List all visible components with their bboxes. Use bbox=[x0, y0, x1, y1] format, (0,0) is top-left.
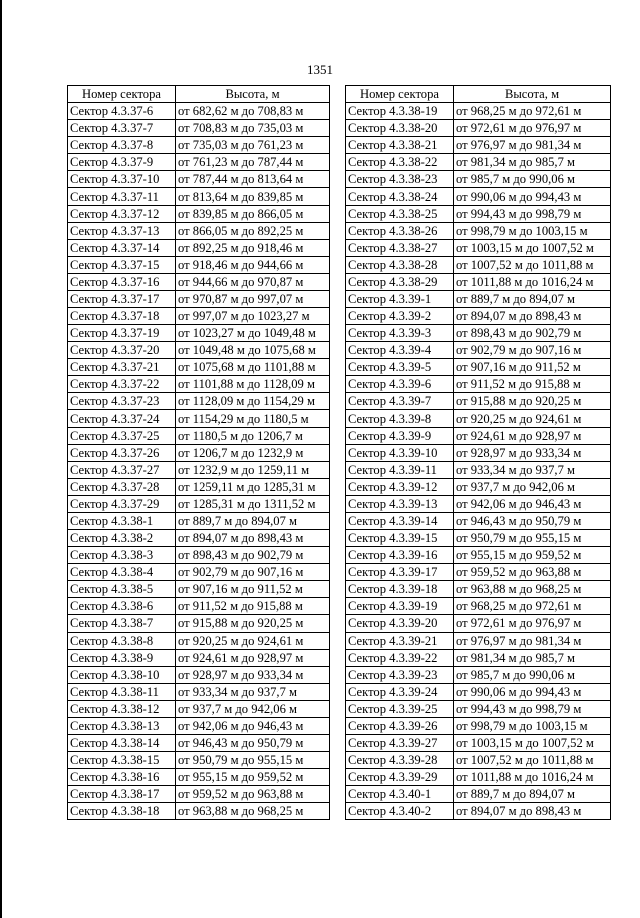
height-range-cell: от 1011,88 м до 1016,24 м bbox=[454, 769, 611, 786]
sector-cell: Сектор 4.3.38-2 bbox=[68, 530, 176, 547]
table-row bbox=[346, 512, 611, 529]
sector-cell: Сектор 4.3.37-8 bbox=[68, 137, 176, 154]
height-range-cell: от 787,44 м до 813,64 м bbox=[176, 171, 330, 188]
table-row bbox=[68, 734, 330, 751]
height-range-cell: от 933,34 м до 937,7 м bbox=[454, 461, 611, 478]
height-range-cell: от 1285,31 м до 1311,52 м bbox=[176, 495, 330, 512]
table-row bbox=[346, 393, 611, 410]
sector-cell: Сектор 4.3.39-22 bbox=[346, 649, 454, 666]
sector-cell: Сектор 4.3.39-23 bbox=[346, 666, 454, 683]
height-range-cell: от 761,23 м до 787,44 м bbox=[176, 154, 330, 171]
height-range-cell: от 985,7 м до 990,06 м bbox=[454, 666, 611, 683]
table-row bbox=[346, 308, 611, 325]
table-row bbox=[68, 769, 330, 786]
table-row bbox=[346, 615, 611, 632]
sector-cell: Сектор 4.3.38-20 bbox=[346, 120, 454, 137]
sector-cell: Сектор 4.3.38-6 bbox=[68, 598, 176, 615]
height-range-cell: от 924,61 м до 928,97 м bbox=[176, 649, 330, 666]
table-row bbox=[68, 700, 330, 717]
table-row bbox=[68, 683, 330, 700]
table-row bbox=[346, 598, 611, 615]
height-range-cell: от 1007,52 м до 1011,88 м bbox=[454, 256, 611, 273]
table-row bbox=[346, 171, 611, 188]
sector-cell: Сектор 4.3.38-7 bbox=[68, 615, 176, 632]
sector-cell: Сектор 4.3.38-5 bbox=[68, 581, 176, 598]
height-range-cell: от 946,43 м до 950,79 м bbox=[176, 734, 330, 751]
height-range-cell: от 889,7 м до 894,07 м bbox=[176, 512, 330, 529]
height-range-cell: от 928,97 м до 933,34 м bbox=[176, 666, 330, 683]
sector-cell: Сектор 4.3.39-27 bbox=[346, 734, 454, 751]
sector-cell: Сектор 4.3.38-14 bbox=[68, 734, 176, 751]
table-row bbox=[68, 461, 330, 478]
sector-cell: Сектор 4.3.38-10 bbox=[68, 666, 176, 683]
sector-cell: Сектор 4.3.40-1 bbox=[346, 786, 454, 803]
height-range-cell: от 994,43 м до 998,79 м bbox=[454, 205, 611, 222]
table-header-row bbox=[68, 86, 330, 103]
height-range-cell: от 1075,68 м до 1101,88 м bbox=[176, 359, 330, 376]
sector-cell: Сектор 4.3.39-5 bbox=[346, 359, 454, 376]
height-range-cell: от 990,06 м до 994,43 м bbox=[454, 683, 611, 700]
sector-cell: Сектор 4.3.37-13 bbox=[68, 222, 176, 239]
table-row bbox=[346, 325, 611, 342]
sector-cell: Сектор 4.3.37-10 bbox=[68, 171, 176, 188]
table-row bbox=[346, 120, 611, 137]
sector-cell: Сектор 4.3.38-21 bbox=[346, 137, 454, 154]
sector-cell: Сектор 4.3.40-2 bbox=[346, 803, 454, 820]
table-row bbox=[346, 666, 611, 683]
table-row bbox=[346, 290, 611, 307]
table-body-right bbox=[346, 103, 611, 820]
height-range-cell: от 950,79 м до 955,15 м bbox=[176, 752, 330, 769]
table-row bbox=[68, 393, 330, 410]
table-row bbox=[68, 427, 330, 444]
table-row bbox=[68, 376, 330, 393]
table-row bbox=[68, 308, 330, 325]
sector-cell: Сектор 4.3.37-11 bbox=[68, 188, 176, 205]
table-row bbox=[346, 427, 611, 444]
sector-cell: Сектор 4.3.38-11 bbox=[68, 683, 176, 700]
height-range-cell: от 898,43 м до 902,79 м bbox=[454, 325, 611, 342]
height-range-cell: от 894,07 м до 898,43 м bbox=[454, 803, 611, 820]
table-row bbox=[68, 752, 330, 769]
height-range-cell: от 981,34 м до 985,7 м bbox=[454, 649, 611, 666]
height-range-cell: от 911,52 м до 915,88 м bbox=[454, 376, 611, 393]
height-range-cell: от 976,97 м до 981,34 м bbox=[454, 632, 611, 649]
height-range-cell: от 1180,5 м до 1206,7 м bbox=[176, 427, 330, 444]
table-row bbox=[68, 410, 330, 427]
height-range-cell: от 942,06 м до 946,43 м bbox=[176, 717, 330, 734]
table-row bbox=[346, 495, 611, 512]
height-range-cell: от 813,64 м до 839,85 м bbox=[176, 188, 330, 205]
height-range-cell: от 1101,88 м до 1128,09 м bbox=[176, 376, 330, 393]
sector-cell: Сектор 4.3.39-11 bbox=[346, 461, 454, 478]
table-row bbox=[346, 273, 611, 290]
sector-cell: Сектор 4.3.38-12 bbox=[68, 700, 176, 717]
sector-cell: Сектор 4.3.38-22 bbox=[346, 154, 454, 171]
table-row bbox=[68, 256, 330, 273]
sector-cell: Сектор 4.3.39-1 bbox=[346, 290, 454, 307]
height-range-cell: от 907,16 м до 911,52 м bbox=[454, 359, 611, 376]
sector-cell: Сектор 4.3.39-29 bbox=[346, 769, 454, 786]
table-row bbox=[346, 222, 611, 239]
height-range-cell: от 985,7 м до 990,06 м bbox=[454, 171, 611, 188]
table-row bbox=[68, 239, 330, 256]
height-range-cell: от 1259,11 м до 1285,31 м bbox=[176, 478, 330, 495]
table-row bbox=[68, 666, 330, 683]
table-row bbox=[346, 359, 611, 376]
table-row bbox=[346, 786, 611, 803]
height-range-cell: от 955,15 м до 959,52 м bbox=[454, 547, 611, 564]
table-row bbox=[346, 342, 611, 359]
table-row bbox=[68, 478, 330, 495]
height-range-cell: от 968,25 м до 972,61 м bbox=[454, 103, 611, 120]
height-range-cell: от 915,88 м до 920,25 м bbox=[454, 393, 611, 410]
sector-cell: Сектор 4.3.37-7 bbox=[68, 120, 176, 137]
sector-cell: Сектор 4.3.39-6 bbox=[346, 376, 454, 393]
sector-table-right bbox=[345, 85, 611, 820]
height-range-cell: от 1011,88 м до 1016,24 м bbox=[454, 273, 611, 290]
table-row bbox=[346, 154, 611, 171]
height-range-cell: от 972,61 м до 976,97 м bbox=[454, 615, 611, 632]
sector-cell: Сектор 4.3.37-20 bbox=[68, 342, 176, 359]
table-row bbox=[346, 700, 611, 717]
height-range-cell: от 981,34 м до 985,7 м bbox=[454, 154, 611, 171]
table-row bbox=[68, 598, 330, 615]
height-range-cell: от 1003,15 м до 1007,52 м bbox=[454, 239, 611, 256]
height-range-cell: от 959,52 м до 963,88 м bbox=[454, 564, 611, 581]
height-range-cell: от 968,25 м до 972,61 м bbox=[454, 598, 611, 615]
height-range-cell: от 911,52 м до 915,88 м bbox=[176, 598, 330, 615]
table-row bbox=[68, 495, 330, 512]
table-row bbox=[68, 564, 330, 581]
sector-cell: Сектор 4.3.39-2 bbox=[346, 308, 454, 325]
sector-cell: Сектор 4.3.37-15 bbox=[68, 256, 176, 273]
height-range-cell: от 902,79 м до 907,16 м bbox=[454, 342, 611, 359]
sector-cell: Сектор 4.3.39-17 bbox=[346, 564, 454, 581]
sector-cell: Сектор 4.3.38-27 bbox=[346, 239, 454, 256]
height-range-cell: от 928,97 м до 933,34 м bbox=[454, 444, 611, 461]
table-row bbox=[346, 803, 611, 820]
table-row bbox=[346, 103, 611, 120]
sector-cell: Сектор 4.3.37-28 bbox=[68, 478, 176, 495]
height-range-cell: от 894,07 м до 898,43 м bbox=[454, 308, 611, 325]
table-row bbox=[346, 205, 611, 222]
sector-cell: Сектор 4.3.39-9 bbox=[346, 427, 454, 444]
sector-cell: Сектор 4.3.38-3 bbox=[68, 547, 176, 564]
table-row bbox=[68, 512, 330, 529]
height-range-cell: от 682,62 м до 708,83 м bbox=[176, 103, 330, 120]
sector-cell: Сектор 4.3.39-13 bbox=[346, 495, 454, 512]
table-row bbox=[68, 581, 330, 598]
sector-cell: Сектор 4.3.39-14 bbox=[346, 512, 454, 529]
sector-cell: Сектор 4.3.37-14 bbox=[68, 239, 176, 256]
sector-cell: Сектор 4.3.37-18 bbox=[68, 308, 176, 325]
sector-cell: Сектор 4.3.37-29 bbox=[68, 495, 176, 512]
table-row bbox=[346, 376, 611, 393]
table-row bbox=[346, 649, 611, 666]
height-range-cell: от 915,88 м до 920,25 м bbox=[176, 615, 330, 632]
column-header-height: Высота, м bbox=[176, 86, 330, 103]
sector-cell: Сектор 4.3.38-16 bbox=[68, 769, 176, 786]
sector-cell: Сектор 4.3.37-24 bbox=[68, 410, 176, 427]
height-range-cell: от 1128,09 м до 1154,29 м bbox=[176, 393, 330, 410]
height-range-cell: от 994,43 м до 998,79 м bbox=[454, 700, 611, 717]
table-row bbox=[346, 256, 611, 273]
height-range-cell: от 972,61 м до 976,97 м bbox=[454, 120, 611, 137]
page-number: 1351 bbox=[307, 62, 333, 77]
table-row bbox=[68, 222, 330, 239]
height-range-cell: от 920,25 м до 924,61 м bbox=[176, 632, 330, 649]
sector-cell: Сектор 4.3.37-19 bbox=[68, 325, 176, 342]
table-row bbox=[346, 239, 611, 256]
height-range-cell: от 889,7 м до 894,07 м bbox=[454, 786, 611, 803]
height-range-cell: от 894,07 м до 898,43 м bbox=[176, 530, 330, 547]
sector-cell: Сектор 4.3.38-15 bbox=[68, 752, 176, 769]
sector-cell: Сектор 4.3.39-20 bbox=[346, 615, 454, 632]
height-range-cell: от 1003,15 м до 1007,52 м bbox=[454, 734, 611, 751]
table-row bbox=[346, 530, 611, 547]
sector-cell: Сектор 4.3.37-27 bbox=[68, 461, 176, 478]
height-range-cell: от 1023,27 м до 1049,48 м bbox=[176, 325, 330, 342]
sector-cell: Сектор 4.3.39-18 bbox=[346, 581, 454, 598]
sector-cell: Сектор 4.3.37-16 bbox=[68, 273, 176, 290]
height-range-cell: от 898,43 м до 902,79 м bbox=[176, 547, 330, 564]
sector-cell: Сектор 4.3.38-13 bbox=[68, 717, 176, 734]
table-row bbox=[68, 205, 330, 222]
table-row bbox=[68, 325, 330, 342]
sector-cell: Сектор 4.3.38-28 bbox=[346, 256, 454, 273]
height-range-cell: от 892,25 м до 918,46 м bbox=[176, 239, 330, 256]
table-row bbox=[68, 137, 330, 154]
height-range-cell: от 1049,48 м до 1075,68 м bbox=[176, 342, 330, 359]
table-row bbox=[68, 171, 330, 188]
table-row bbox=[68, 273, 330, 290]
table-row bbox=[68, 444, 330, 461]
height-range-cell: от 944,66 м до 970,87 м bbox=[176, 273, 330, 290]
sector-cell: Сектор 4.3.39-26 bbox=[346, 717, 454, 734]
table-row bbox=[346, 769, 611, 786]
sector-cell: Сектор 4.3.37-25 bbox=[68, 427, 176, 444]
sector-cell: Сектор 4.3.38-17 bbox=[68, 786, 176, 803]
table-row bbox=[68, 154, 330, 171]
height-range-cell: от 866,05 м до 892,25 м bbox=[176, 222, 330, 239]
table-row bbox=[68, 632, 330, 649]
height-range-cell: от 839,85 м до 866,05 м bbox=[176, 205, 330, 222]
table-row bbox=[346, 478, 611, 495]
column-header-sector: Номер сектора bbox=[68, 86, 176, 103]
table-row bbox=[68, 342, 330, 359]
table-row bbox=[68, 786, 330, 803]
sector-cell: Сектор 4.3.39-3 bbox=[346, 325, 454, 342]
sector-cell: Сектор 4.3.38-18 bbox=[68, 803, 176, 820]
table-row bbox=[346, 683, 611, 700]
table-row bbox=[68, 290, 330, 307]
height-range-cell: от 998,79 м до 1003,15 м bbox=[454, 222, 611, 239]
height-range-cell: от 708,83 м до 735,03 м bbox=[176, 120, 330, 137]
table-row bbox=[68, 188, 330, 205]
table-row bbox=[346, 547, 611, 564]
table-row bbox=[68, 530, 330, 547]
height-range-cell: от 933,34 м до 937,7 м bbox=[176, 683, 330, 700]
height-range-cell: от 920,25 м до 924,61 м bbox=[454, 410, 611, 427]
sector-cell: Сектор 4.3.39-10 bbox=[346, 444, 454, 461]
sector-cell: Сектор 4.3.39-28 bbox=[346, 752, 454, 769]
sector-cell: Сектор 4.3.37-6 bbox=[68, 103, 176, 120]
sector-cell: Сектор 4.3.38-9 bbox=[68, 649, 176, 666]
height-range-cell: от 955,15 м до 959,52 м bbox=[176, 769, 330, 786]
sector-cell: Сектор 4.3.39-15 bbox=[346, 530, 454, 547]
height-range-cell: от 1007,52 м до 1011,88 м bbox=[454, 752, 611, 769]
table-header-row bbox=[346, 86, 611, 103]
height-range-cell: от 976,97 м до 981,34 м bbox=[454, 137, 611, 154]
sector-cell: Сектор 4.3.37-12 bbox=[68, 205, 176, 222]
table-row bbox=[346, 444, 611, 461]
sector-cell: Сектор 4.3.39-7 bbox=[346, 393, 454, 410]
sector-cell: Сектор 4.3.37-17 bbox=[68, 290, 176, 307]
column-header-sector: Номер сектора bbox=[346, 86, 454, 103]
table-row bbox=[346, 632, 611, 649]
sector-cell: Сектор 4.3.38-8 bbox=[68, 632, 176, 649]
sector-cell: Сектор 4.3.39-25 bbox=[346, 700, 454, 717]
sector-cell: Сектор 4.3.37-23 bbox=[68, 393, 176, 410]
table-row bbox=[346, 137, 611, 154]
table-row bbox=[68, 803, 330, 820]
height-range-cell: от 970,87 м до 997,07 м bbox=[176, 290, 330, 307]
table-row bbox=[346, 734, 611, 751]
sector-cell: Сектор 4.3.38-29 bbox=[346, 273, 454, 290]
table-row bbox=[68, 547, 330, 564]
table-row bbox=[346, 581, 611, 598]
height-range-cell: от 959,52 м до 963,88 м bbox=[176, 786, 330, 803]
table-row bbox=[346, 461, 611, 478]
height-range-cell: от 735,03 м до 761,23 м bbox=[176, 137, 330, 154]
height-range-cell: от 1154,29 м до 1180,5 м bbox=[176, 410, 330, 427]
sector-cell: Сектор 4.3.39-4 bbox=[346, 342, 454, 359]
table-row bbox=[68, 615, 330, 632]
height-range-cell: от 997,07 м до 1023,27 м bbox=[176, 308, 330, 325]
height-range-cell: от 950,79 м до 955,15 м bbox=[454, 530, 611, 547]
table-row bbox=[346, 410, 611, 427]
height-range-cell: от 963,88 м до 968,25 м bbox=[176, 803, 330, 820]
height-range-cell: от 998,79 м до 1003,15 м bbox=[454, 717, 611, 734]
sector-cell: Сектор 4.3.37-22 bbox=[68, 376, 176, 393]
height-range-cell: от 1232,9 м до 1259,11 м bbox=[176, 461, 330, 478]
sector-cell: Сектор 4.3.38-19 bbox=[346, 103, 454, 120]
height-range-cell: от 1206,7 м до 1232,9 м bbox=[176, 444, 330, 461]
height-range-cell: от 942,06 м до 946,43 м bbox=[454, 495, 611, 512]
table-body-left bbox=[68, 103, 330, 820]
height-range-cell: от 907,16 м до 911,52 м bbox=[176, 581, 330, 598]
sector-cell: Сектор 4.3.37-21 bbox=[68, 359, 176, 376]
table-row bbox=[68, 359, 330, 376]
sector-cell: Сектор 4.3.39-16 bbox=[346, 547, 454, 564]
table-row bbox=[346, 752, 611, 769]
sector-cell: Сектор 4.3.39-24 bbox=[346, 683, 454, 700]
table-row bbox=[346, 188, 611, 205]
sector-cell: Сектор 4.3.38-4 bbox=[68, 564, 176, 581]
height-range-cell: от 937,7 м до 942,06 м bbox=[176, 700, 330, 717]
sector-cell: Сектор 4.3.38-25 bbox=[346, 205, 454, 222]
table-row bbox=[68, 103, 330, 120]
sector-cell: Сектор 4.3.38-1 bbox=[68, 512, 176, 529]
sector-cell: Сектор 4.3.39-21 bbox=[346, 632, 454, 649]
table-row bbox=[68, 120, 330, 137]
sector-cell: Сектор 4.3.39-19 bbox=[346, 598, 454, 615]
height-range-cell: от 937,7 м до 942,06 м bbox=[454, 478, 611, 495]
sector-table-left bbox=[67, 85, 330, 820]
sector-cell: Сектор 4.3.38-26 bbox=[346, 222, 454, 239]
table-row bbox=[346, 717, 611, 734]
sector-cell: Сектор 4.3.38-24 bbox=[346, 188, 454, 205]
column-header-height: Высота, м bbox=[454, 86, 611, 103]
height-range-cell: от 990,06 м до 994,43 м bbox=[454, 188, 611, 205]
height-range-cell: от 924,61 м до 928,97 м bbox=[454, 427, 611, 444]
sector-cell: Сектор 4.3.39-12 bbox=[346, 478, 454, 495]
page-edge-line bbox=[0, 0, 2, 918]
table-row bbox=[68, 717, 330, 734]
height-range-cell: от 963,88 м до 968,25 м bbox=[454, 581, 611, 598]
height-range-cell: от 902,79 м до 907,16 м bbox=[176, 564, 330, 581]
table-row bbox=[346, 564, 611, 581]
sector-cell: Сектор 4.3.38-23 bbox=[346, 171, 454, 188]
height-range-cell: от 889,7 м до 894,07 м bbox=[454, 290, 611, 307]
sector-cell: Сектор 4.3.39-8 bbox=[346, 410, 454, 427]
height-range-cell: от 918,46 м до 944,66 м bbox=[176, 256, 330, 273]
sector-cell: Сектор 4.3.37-9 bbox=[68, 154, 176, 171]
table-row bbox=[68, 649, 330, 666]
height-range-cell: от 946,43 м до 950,79 м bbox=[454, 512, 611, 529]
sector-cell: Сектор 4.3.37-26 bbox=[68, 444, 176, 461]
